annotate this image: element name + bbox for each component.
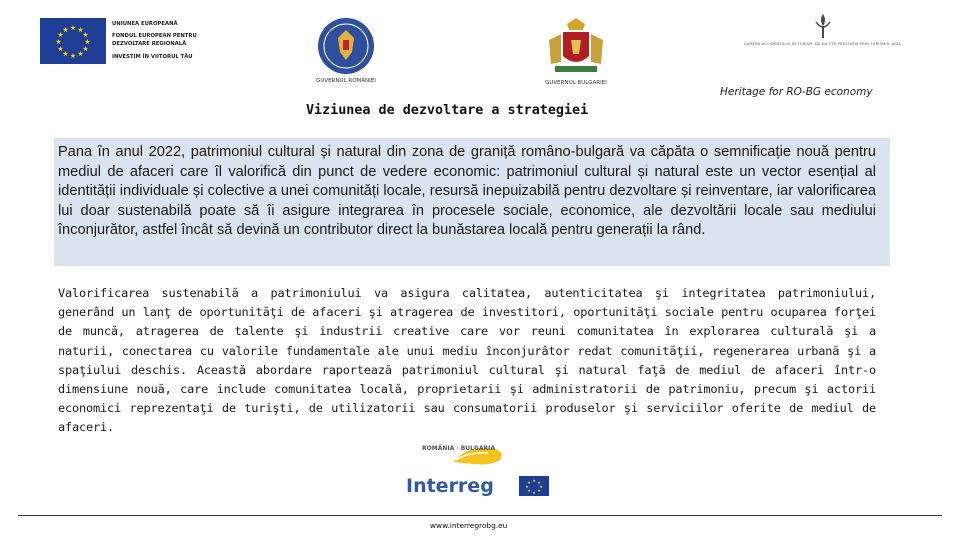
svg-text:★: ★ [69, 24, 77, 32]
body-paragraph: Valorificarea sustenabilă a patrimoniului va asigura calitatea, autenticitatea şi integritatea patrimoniului, generând un lanţ de oportunităţi de afaceri şi atragerea de investitori, oportunităţi sociale pentru ocuparea forţei de muncă, atragerea de talente şi industrii creative care vor reuni comunitatea în explorarea culturală şi a naturii, conectarea cu valorile fundamentale ale unui mediu înconjurâtor redat comunităţii, regenerarea urbană şi a spaţiului deschis. Această abordare raportează patrimoniul cultural şi natural faţă de mediul de afaceri într-o dimensiune nouă, care include comunitatea locală, proprietarii şi administratorii de patrimoniu, precum şi actorii economici reprezentaţi de turişti, de utilizatorii sau consumatorii produselor şi serviciilor oferite de mediul de afaceri. [58, 286, 876, 435]
interreg-emblem-icon [404, 436, 554, 502]
svg-text:★: ★ [69, 52, 77, 60]
svg-text:★: ★ [84, 38, 91, 46]
svg-text:★: ★ [525, 484, 529, 489]
ministry-logo [740, 12, 905, 47]
svg-text:★: ★ [77, 26, 84, 34]
page-title: Viziunea de dezvoltare a strategiei [306, 103, 589, 118]
svg-text:★: ★ [62, 26, 69, 34]
ministry-emblem-icon [812, 12, 834, 40]
eu-stars-icon [40, 18, 106, 64]
svg-text:★: ★ [77, 50, 84, 58]
svg-text:★: ★ [57, 45, 64, 53]
svg-text:★: ★ [532, 478, 536, 483]
eu-line-1: UNIUNEA EUROPEANĂ [112, 21, 178, 27]
svg-text:★: ★ [62, 50, 69, 58]
bulgaria-crest-icon [541, 14, 611, 78]
svg-text:★: ★ [532, 490, 536, 495]
romania-label: GUVERNUL ROMÂNIEI [316, 78, 376, 84]
eu-logo-text [112, 20, 222, 61]
svg-text:★: ★ [527, 480, 531, 485]
vision-paragraph: Pana în anul 2022, patrimoniul cultural și natural din zona de graniță româno-bulgară va căpăta o semnificație nouă pentru mediul de afaceri care îl valorifică din punct de vedere economic: patrimoniul cultural și natural este un vector esențial al identității individuale și colective a unei comunități locale, resursă inepuizabilă pentru dezvoltare și reinventare, iar valorificarea lui doar sustenabilă poate să îi asigure integrarea în procesele sociale, economice, ale dezvoltării locale sau mediului înconjurător, astfel încât să devină un contributor direct la bunăstarea locală pentru generații la rând. [58, 144, 876, 239]
romania-government-logo [298, 16, 394, 84]
footer-divider [18, 515, 942, 516]
bulgaria-label: GUVERNUL BULGARIEI [545, 80, 607, 86]
svg-text:★: ★ [82, 31, 89, 39]
heritage-tagline: Heritage for RO-BG economy [720, 86, 873, 98]
interreg-logo [404, 436, 554, 502]
svg-text:★: ★ [57, 31, 64, 39]
svg-text:★: ★ [55, 38, 62, 46]
svg-text:★: ★ [527, 488, 531, 493]
website-link[interactable]: www.interregrobg.eu [430, 521, 508, 530]
interreg-arc-label: ROMÂNIA · BULGARIA [422, 445, 496, 452]
svg-text:★: ★ [539, 484, 543, 489]
romania-crest-icon [316, 16, 376, 76]
svg-text:★: ★ [537, 480, 541, 485]
eu-line-3: DEZVOLTARE REGIONALĂ [112, 41, 187, 48]
eu-line-4: INVESTIM ÎN VIITORUL TĂU [112, 53, 193, 60]
svg-text:★: ★ [82, 45, 89, 53]
bulgaria-government-logo [528, 14, 624, 86]
eu-flag-logo [40, 18, 106, 64]
ministry-label: CAMERA ACCIDENTULUI ÎN TURISM, DE NA STĂ PRESTAȚIA PRIN TURISMUL ARIA [744, 42, 901, 46]
svg-text:★: ★ [537, 488, 541, 493]
interreg-wordmark: Interreg [406, 475, 494, 497]
eu-line-2: FONDUL EUROPEAN PENTRU [112, 33, 197, 40]
